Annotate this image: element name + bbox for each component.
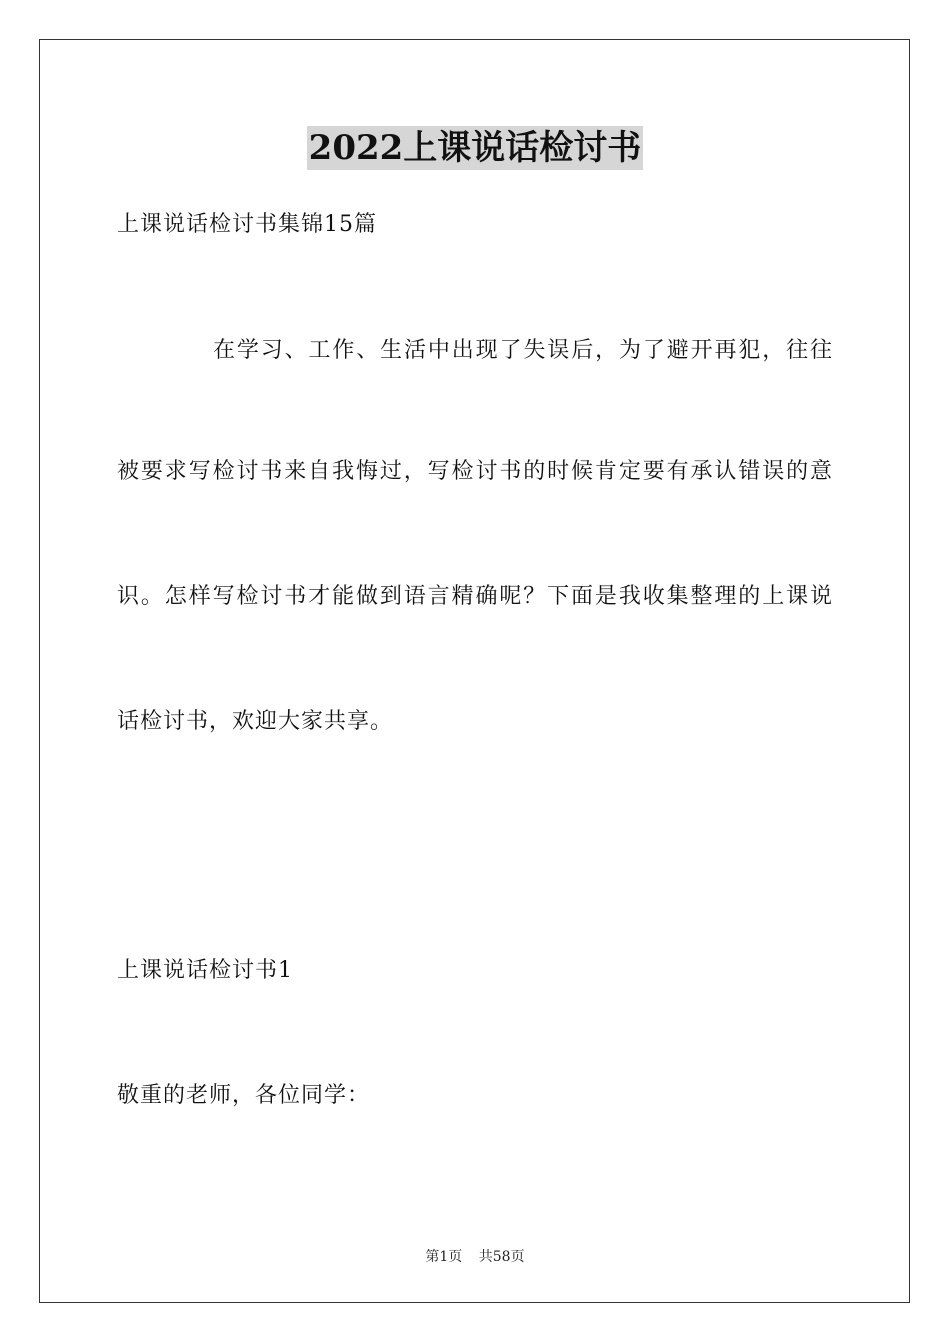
title-container: [0, 126, 950, 170]
salutation: 敬重的老师，各位同学：: [117, 1083, 371, 1108]
document-title: 2022上课说话检讨书: [308, 128, 642, 168]
document-subtitle: 上课说话检讨书集锦15篇: [117, 212, 377, 237]
page-number: 第1页: [425, 1249, 463, 1265]
page-total: 共58页: [478, 1249, 525, 1265]
intro-line-3: 识。怎样写检讨书才能做到语言精确呢？下面是我收集整理的上课说: [117, 584, 832, 609]
intro-line-1: 在学习、工作、生活中出现了失误后，为了避开再犯，往往: [213, 338, 832, 363]
intro-line-2: 被要求写检讨书来自我悔过，写检讨书的时候肯定要有承认错误的意: [117, 459, 832, 484]
page-footer: [0, 1247, 950, 1267]
section-heading: 上课说话检讨书1: [117, 958, 293, 983]
intro-line-4: 话检讨书，欢迎大家共享。: [117, 709, 394, 734]
